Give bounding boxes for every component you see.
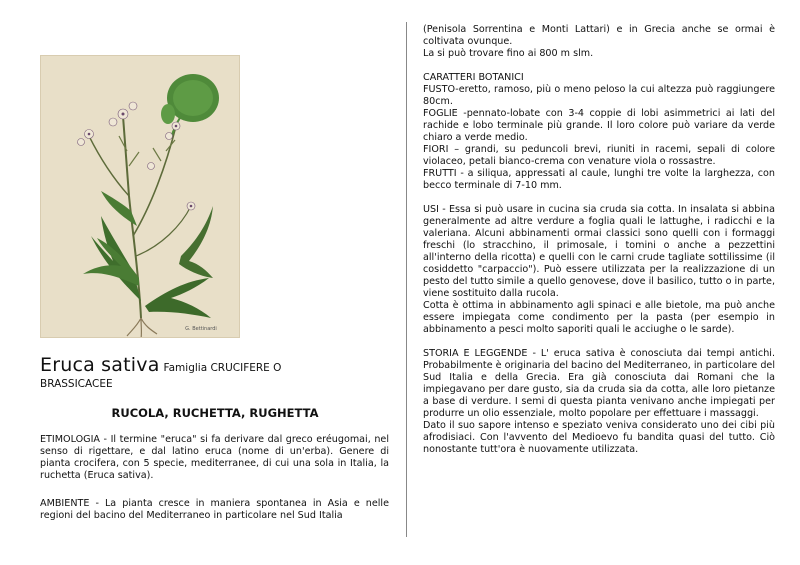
ambiente-continuation: (Penisola Sorrentina e Monti Lattari) e in Grecia anche se ormai è coltivata ovunque. [423,24,775,47]
altitude-text: La si può trovare fino ai 800 m slm. [423,48,594,59]
eruca-plant-drawing [41,56,240,338]
species-name: Eruca sativa [40,354,160,376]
common-names: RUCOLA, RUCHETTA, RUGHETTA [111,406,319,420]
frutti-text: FRUTTI - a siliqua, appressati al caule, lunghi tre volte la larghezza, con becco terminale di 7-10 mm. [423,168,775,191]
ambiente-continuation-block [423,24,775,60]
column-divider [406,22,407,537]
family-line-1: Famiglia CRUCIFERE O [163,362,282,374]
ambiente-paragraph: AMBIENTE - La pianta cresce in maniera spontanea in Asia e nelle regioni del bacino del Mediterraneo in particolare nel Sud Italia [40,498,389,521]
usi-paragraph-1: USI - Essa si può usare in cucina sia cruda sia cotta. In insalata si abbina generalmente ad altre verdure a foglia quali le lattughe, i radicchi e la valeriana. Alcuni abbinamenti ormai classici sono quelli con i formaggi freschi (lo stracchino, il primosale, i tomini o anche a pezzettini all'interno della ricotta) e quelli con le carni crude tagliate sottilissime (il cosiddetto "carpaccio"). Può essere utilizzata per la realizzazione di un pesto del tutto simile a quello genovese, dove il basilico, tutto o in parte, viene sostituito dalla rucola. [423,204,775,299]
fusto-text: FUSTO-eretto, ramoso, più o meno peloso la cui altezza può raggiungere 80cm. [423,84,775,107]
foglie-text: FOGLIE -pennato-lobate con 3-4 coppie di lobi asimmetrici ai lati del rachide e lobo terminale più grande. Il loro colore può variare da verde chiaro a verde medio. [423,108,775,143]
caratteri-heading: CARATTERI BOTANICI [423,72,524,83]
storia-block [423,348,775,456]
family-line-2: BRASSICACEE [40,378,113,390]
caratteri-block [423,72,775,192]
usi-block [423,204,775,336]
usi-paragraph-2: Cotta è ottima in abbinamento agli spinaci e alle bietole, ma può anche essere impiegata come condimento per la pasta (per esempio in abbinamento a pesci molto saporiti quali le acciughe o le sarde). [423,300,775,335]
plant-illustration [40,55,240,338]
fiori-text: FIORI – grandi, su peduncoli brevi, riuniti in racemi, sepali di colore violaceo, petali bianco-crema con venature viola o rossastre. [423,144,775,167]
illustration-signature: G. Bettinardi [185,326,217,332]
storia-paragraph-1: STORIA E LEGGENDE - L' eruca sativa è conosciuta dai tempi antichi. Probabilmente è originaria del bacino del Mediterraneo, in particolare del Sud Italia e della Grecia. Era già conosciuta dai Romani che la impiegavano per dare gusto, sia da cruda sia da cotta, alle loro pietanze a base di verdure. I semi di questa pianta venivano anche impiegati per produrre un olio essenziale, molto popolare per effettuare i massaggi. [423,348,775,419]
title-block [40,354,390,390]
storia-paragraph-2: Dato il suo sapore intenso e speziato veniva considerato uno dei cibi più afrodisiaci. Con l'avvento del Medioevo fu bandita quasi del tutto. Ciò nonostante tutt'ora è nuovamente utilizzata. [423,420,775,455]
etimologia-paragraph: ETIMOLOGIA - Il termine "eruca" si fa derivare dal greco eréugomai, nel senso di rigettare, e dal latino eruca (nome di un'erba). Genere di pianta crocifera, con 5 specie, mediterranee, di cui una sola in Italia, la ruchetta (Eruca sativa). [40,434,389,481]
right-column [423,24,775,468]
